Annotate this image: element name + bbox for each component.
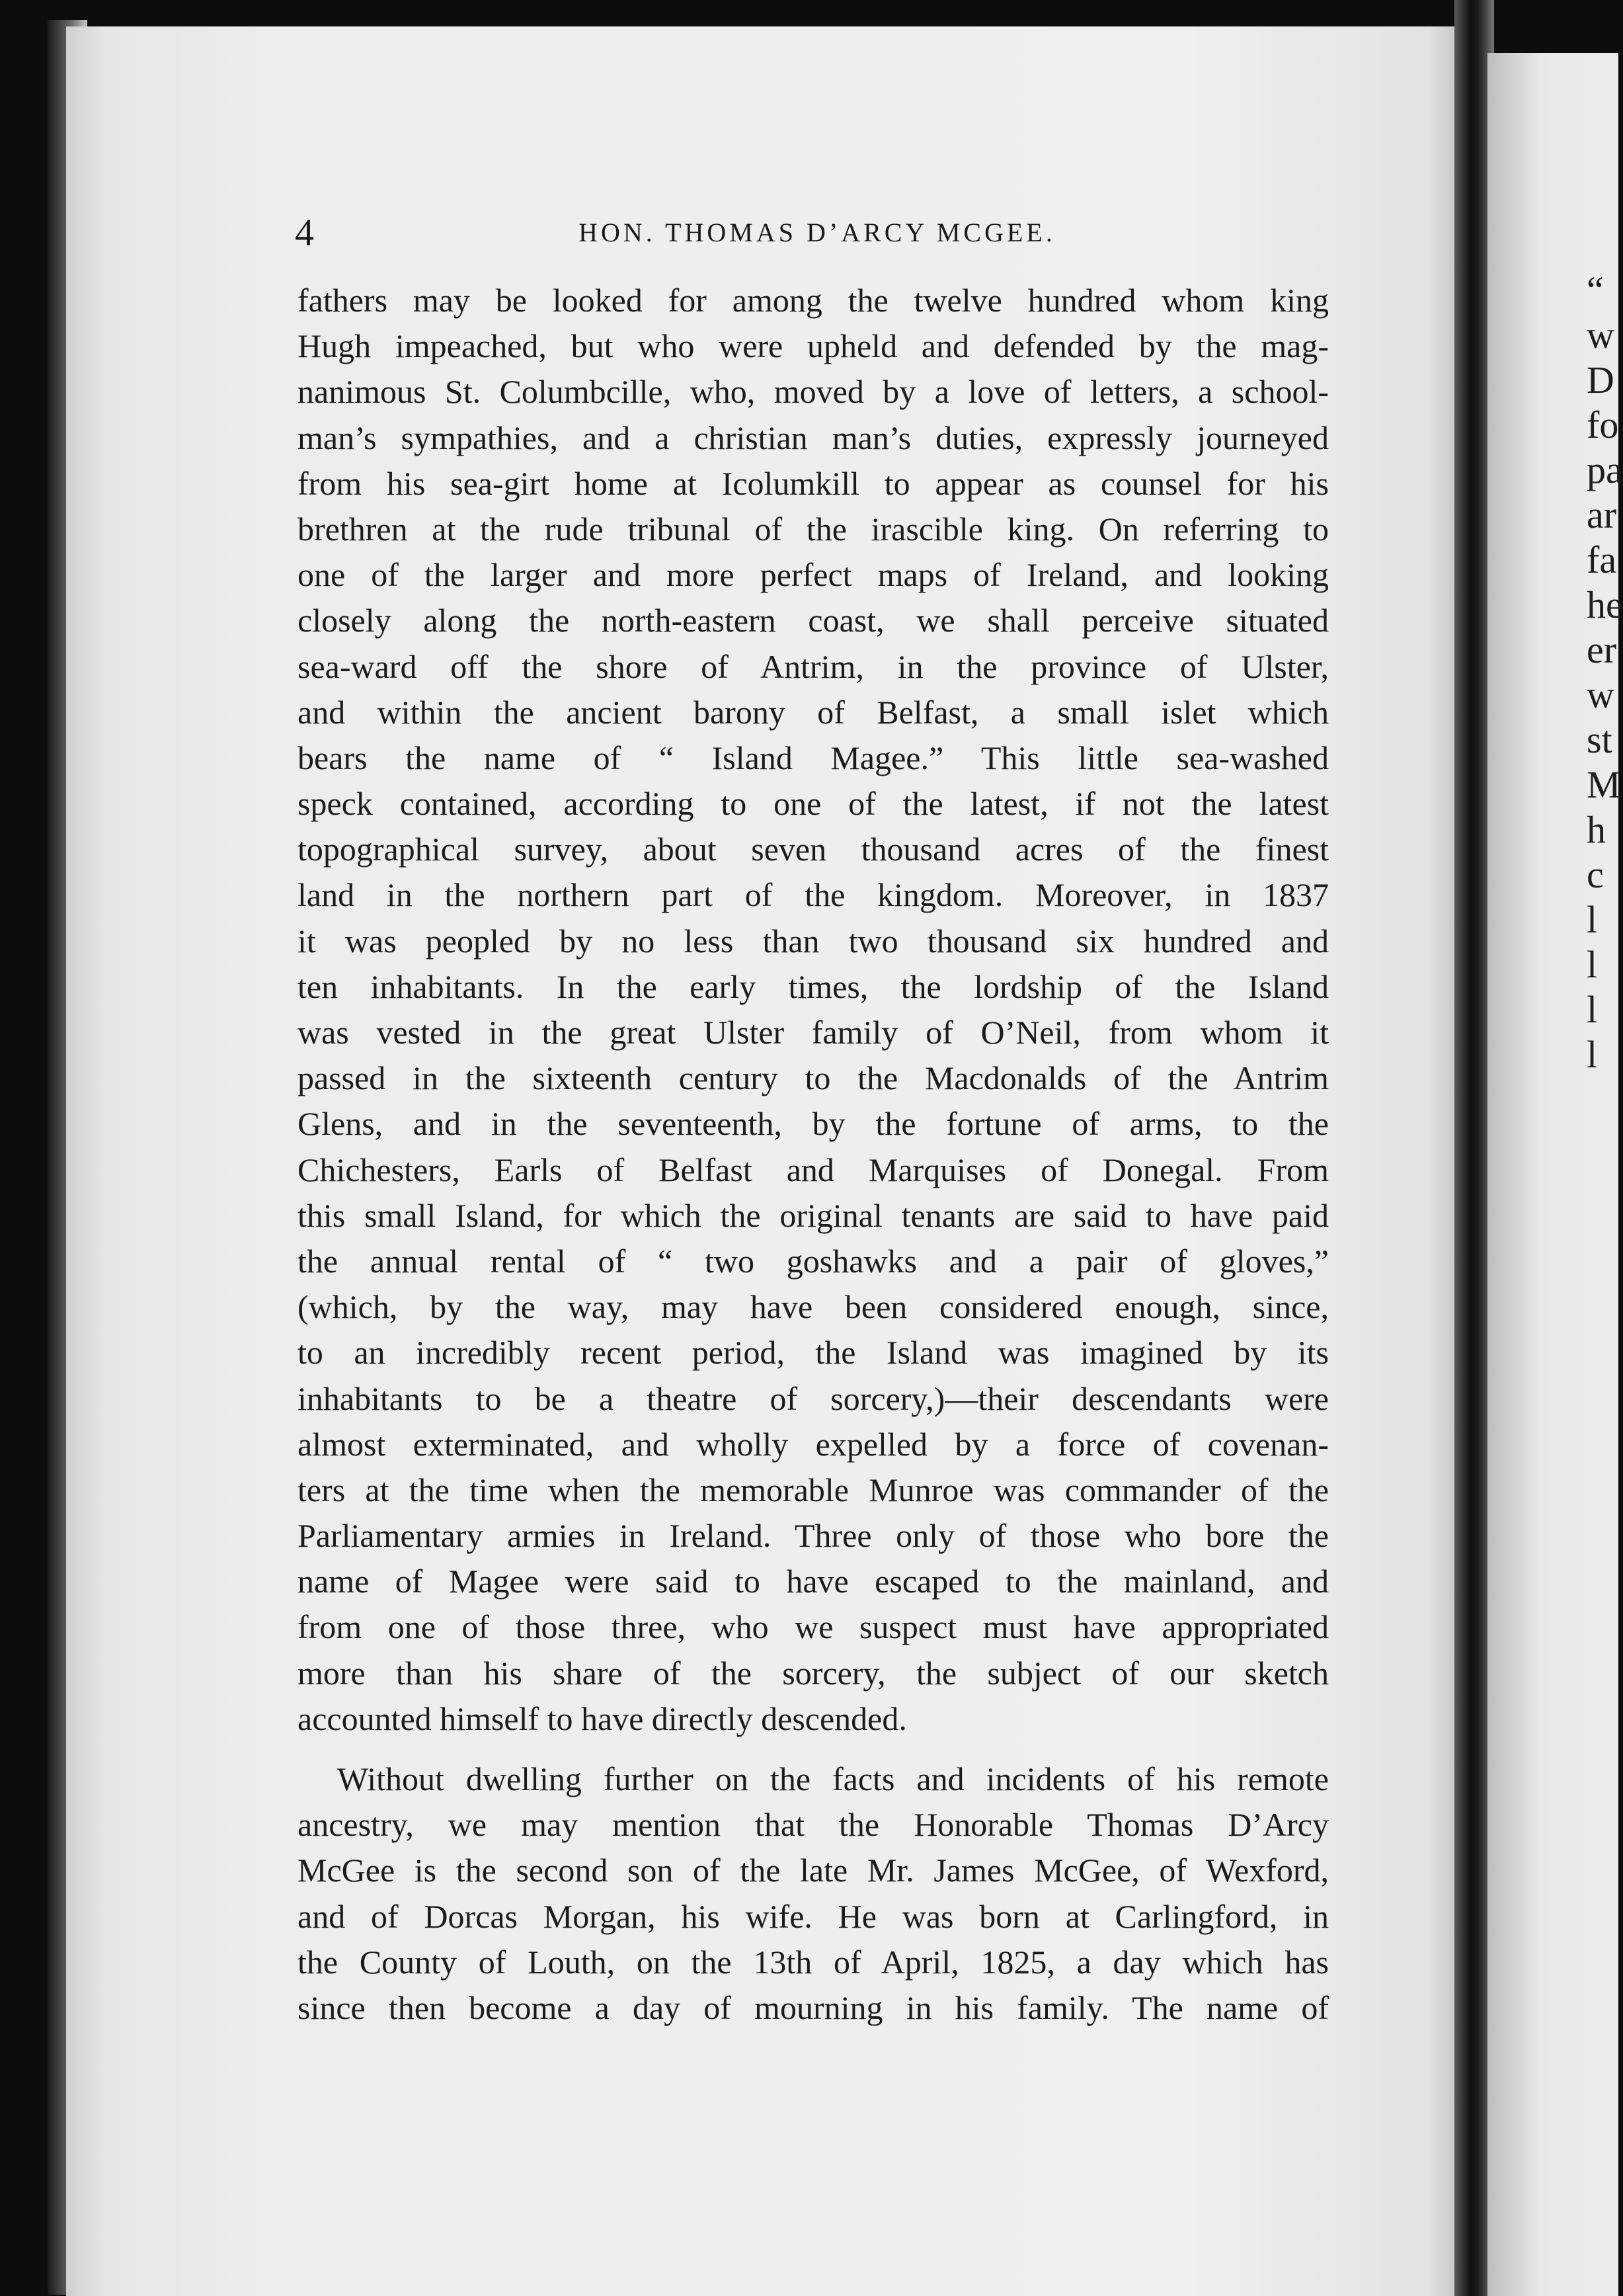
text-line: nanimous St. Columbcille, who, moved by a love of letters, a school- bbox=[297, 373, 1329, 411]
text-line: bears the name of “ Island Magee.” This little sea-washed bbox=[297, 739, 1329, 776]
text-line: name of Magee were said to have escaped to the mainland, and bbox=[297, 1563, 1329, 1600]
running-head: HON. THOMAS D’ARCY MCGEE. bbox=[578, 218, 1056, 247]
facing-page-text-fragment: w bbox=[1587, 313, 1614, 356]
text-line: man’s sympathies, and a christian man’s duties, expressly journeyed bbox=[297, 419, 1329, 456]
facing-page-text-fragment: M bbox=[1587, 763, 1621, 806]
text-line: Without dwelling further on the facts and incidents of his remote bbox=[337, 1760, 1329, 1797]
facing-page-text-fragment: h bbox=[1587, 808, 1606, 851]
text-line: since then become a day of mourning in his family. The name of bbox=[297, 1988, 1329, 2026]
facing-page-text-fragment: fa bbox=[1587, 538, 1617, 581]
text-line: it was peopled by no less than two thousand six hundred and bbox=[297, 922, 1329, 960]
text-line: from his sea-girt home at Icolumkill to appear as counsel for his bbox=[297, 464, 1329, 502]
facing-page-text-fragment: pa bbox=[1587, 448, 1623, 491]
text-line: and within the ancient barony of Belfast, a small islet which bbox=[297, 693, 1329, 731]
paragraph bbox=[297, 1756, 1329, 2031]
text-line: inhabitants to be a theatre of sorcery,)—their descendants were bbox=[297, 1379, 1329, 1417]
text-line: Hugh impeached, but who were upheld and defended by the mag- bbox=[297, 327, 1329, 365]
facing-page-text-fragment: l bbox=[1587, 1033, 1598, 1076]
text-line: fathers may be looked for among the twelve hundred whom king bbox=[297, 282, 1329, 319]
facing-page-fragment bbox=[1487, 53, 1623, 2296]
facing-page-text-fragment: er bbox=[1587, 628, 1617, 671]
text-line: topographical survey, about seven thousand acres of the finest bbox=[297, 831, 1329, 868]
facing-page-text-fragment: he bbox=[1587, 583, 1623, 626]
text-line: almost exterminated, and wholly expelled by a force of covenan- bbox=[297, 1425, 1329, 1463]
text-line: (which, by the way, may have been considered enough, since, bbox=[297, 1288, 1329, 1326]
text-line: land in the northern part of the kingdom. Moreover, in 1837 bbox=[297, 876, 1329, 914]
text-line: accounted himself to have directly descended. bbox=[297, 1700, 907, 1737]
page-number: 4 bbox=[295, 211, 314, 254]
facing-page-text-fragment: l bbox=[1587, 943, 1598, 986]
facing-page-text-fragment: “ bbox=[1587, 268, 1604, 311]
facing-page-text-fragment: D bbox=[1587, 358, 1614, 401]
body-text bbox=[297, 278, 1329, 2031]
text-line: ten inhabitants. In the early times, the lordship of the Island bbox=[297, 967, 1329, 1005]
text-line: speck contained, according to one of the latest, if not the latest bbox=[297, 785, 1329, 823]
text-line: ancestry, we may mention that the Honorable Thomas D’Arcy bbox=[297, 1806, 1329, 1844]
text-line: closely along the north-eastern coast, we shall perceive situated bbox=[297, 602, 1329, 639]
text-line: the County of Louth, on the 13th of April, 1825, a day which has bbox=[297, 1943, 1329, 1981]
text-line: more than his share of the sorcery, the subject of our sketch bbox=[297, 1654, 1329, 1692]
text-line: McGee is the second son of the late Mr. James McGee, of Wexford, bbox=[297, 1852, 1329, 1889]
text-line: Chichesters, Earls of Belfast and Marquises of Donegal. From bbox=[297, 1151, 1329, 1188]
text-line: this small Island, for which the original tenants are said to have paid bbox=[297, 1196, 1329, 1234]
facing-page-text-fragment: l bbox=[1587, 988, 1598, 1031]
text-line: was vested in the great Ulster family of O’Neil, from whom it bbox=[297, 1014, 1329, 1051]
text-line: passed in the sixteenth century to the Macdonalds of the Antrim bbox=[297, 1059, 1329, 1097]
text-line: ters at the time when the memorable Munroe was commander of the bbox=[297, 1471, 1329, 1508]
paragraph bbox=[297, 278, 1329, 1742]
facing-page-text-fragment: fo bbox=[1587, 403, 1619, 446]
text-line: one of the larger and more perfect maps of Ireland, and looking bbox=[297, 556, 1329, 594]
paragraph-gap bbox=[297, 1742, 1329, 1756]
facing-page-text-fragment: ar bbox=[1587, 493, 1617, 536]
text-line: and of Dorcas Morgan, his wife. He was born at Carlingford, in bbox=[297, 1897, 1329, 1935]
text-line: from one of those three, who we suspect must have appropriated bbox=[297, 1608, 1329, 1646]
page-header bbox=[295, 210, 1339, 257]
facing-page-text-fragment: c bbox=[1587, 853, 1604, 896]
text-line: brethren at the rude tribunal of the irascible king. On referring to bbox=[297, 510, 1329, 548]
text-line: Glens, and in the seventeenth, by the fortune of arms, to the bbox=[297, 1105, 1329, 1143]
text-line: the annual rental of “ two goshawks and a pair of gloves,” bbox=[297, 1242, 1329, 1280]
text-line: to an incredibly recent period, the Island was imagined by its bbox=[297, 1334, 1329, 1372]
facing-page-text-fragment: st bbox=[1587, 718, 1612, 761]
text-line: Parliamentary armies in Ireland. Three only of those who bore the bbox=[297, 1517, 1329, 1555]
facing-page-text-fragment: w bbox=[1587, 673, 1614, 716]
facing-page-text-fragment: l bbox=[1587, 898, 1598, 941]
text-line: sea-ward off the shore of Antrim, in the province of Ulster, bbox=[297, 647, 1329, 685]
